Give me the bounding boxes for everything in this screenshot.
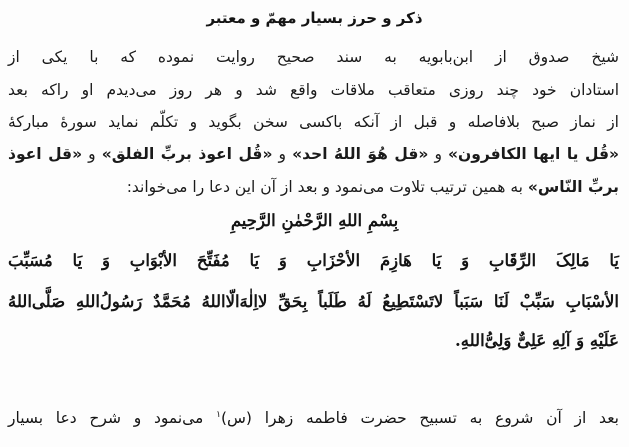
conjunction: و xyxy=(428,145,448,163)
continuation-line xyxy=(8,176,619,198)
section-heading: ذکر و حرز بسیار مهمّ و معتبر xyxy=(206,9,423,27)
basmala: بِسْمِ اللهِ الرَّحْمٰنِ الرَّحِیمِ xyxy=(230,211,399,230)
conjunction: و xyxy=(82,145,102,163)
surah-nas-end: بربِّ النّاس» xyxy=(527,178,619,196)
conjunction: و xyxy=(272,145,293,163)
closing-line xyxy=(8,404,619,429)
surah-kafirun: «قُل یا ایها الکافرون» xyxy=(448,145,620,163)
surah-nas-start: «قل اعوذ xyxy=(8,145,83,163)
paragraph-line-3: از نماز صبح بلافاصله و قبل از آنکه باکسی سخن بگوید و تکلّم نماید سورهٔ مبارکهٔ xyxy=(8,113,619,131)
surah-ikhlas: «قل هُوَ اللهُ احد» xyxy=(292,145,429,163)
dua-line-1: یَا مَالِکَ الرِّقَابِ وَ یَا هَازِمَ الأحْزَابِ وَ یَا مُفَتِّحَ الأبْوَابِ وَ یَا مُسَبِّبَ xyxy=(8,251,619,270)
continuation-text: به همین ترتیب تلاوت می‌نمود و بعد از آن این دعا را می‌خواند: xyxy=(126,178,528,196)
closing-text-start: بعد از آن شروع به تسبیح حضرت فاطمه زهرا (س) xyxy=(220,409,619,428)
footnote-marker: ۱ xyxy=(216,410,221,420)
dua-line-3: عَلَیْهِ وَ آلِهِ عَلِیٌّ وَلِیُّ‌اللهِ. xyxy=(454,331,619,350)
dua-line-2: الأسْبَابِ سَبِّبْ لَنَا سَبَباً لاتَسْتَطِیعُ لَهُ طَلَباً بِحَقِّ لااِلٰهَ‌الّااللهُ مُحَمَّدٌ رَسُولُ‌اللهِ صَلَّی‌اللهُ xyxy=(8,292,619,311)
surah-names-line xyxy=(8,143,619,165)
surah-falaq: «قُل اعوذ بربِّ الفلق» xyxy=(101,145,273,163)
paragraph-line-2: استادان خود چند روزی متعاقب ملاقات واقع شد و هر روز می‌دیدم او راکه بعد xyxy=(8,81,619,99)
paragraph-line-1: شیخ صدوق از ابن‌بابویه به سند صحیح روایت نموده که با یکی از xyxy=(8,48,619,66)
closing-text-end: می‌نمود و شرح دعا بسیار xyxy=(8,409,217,428)
